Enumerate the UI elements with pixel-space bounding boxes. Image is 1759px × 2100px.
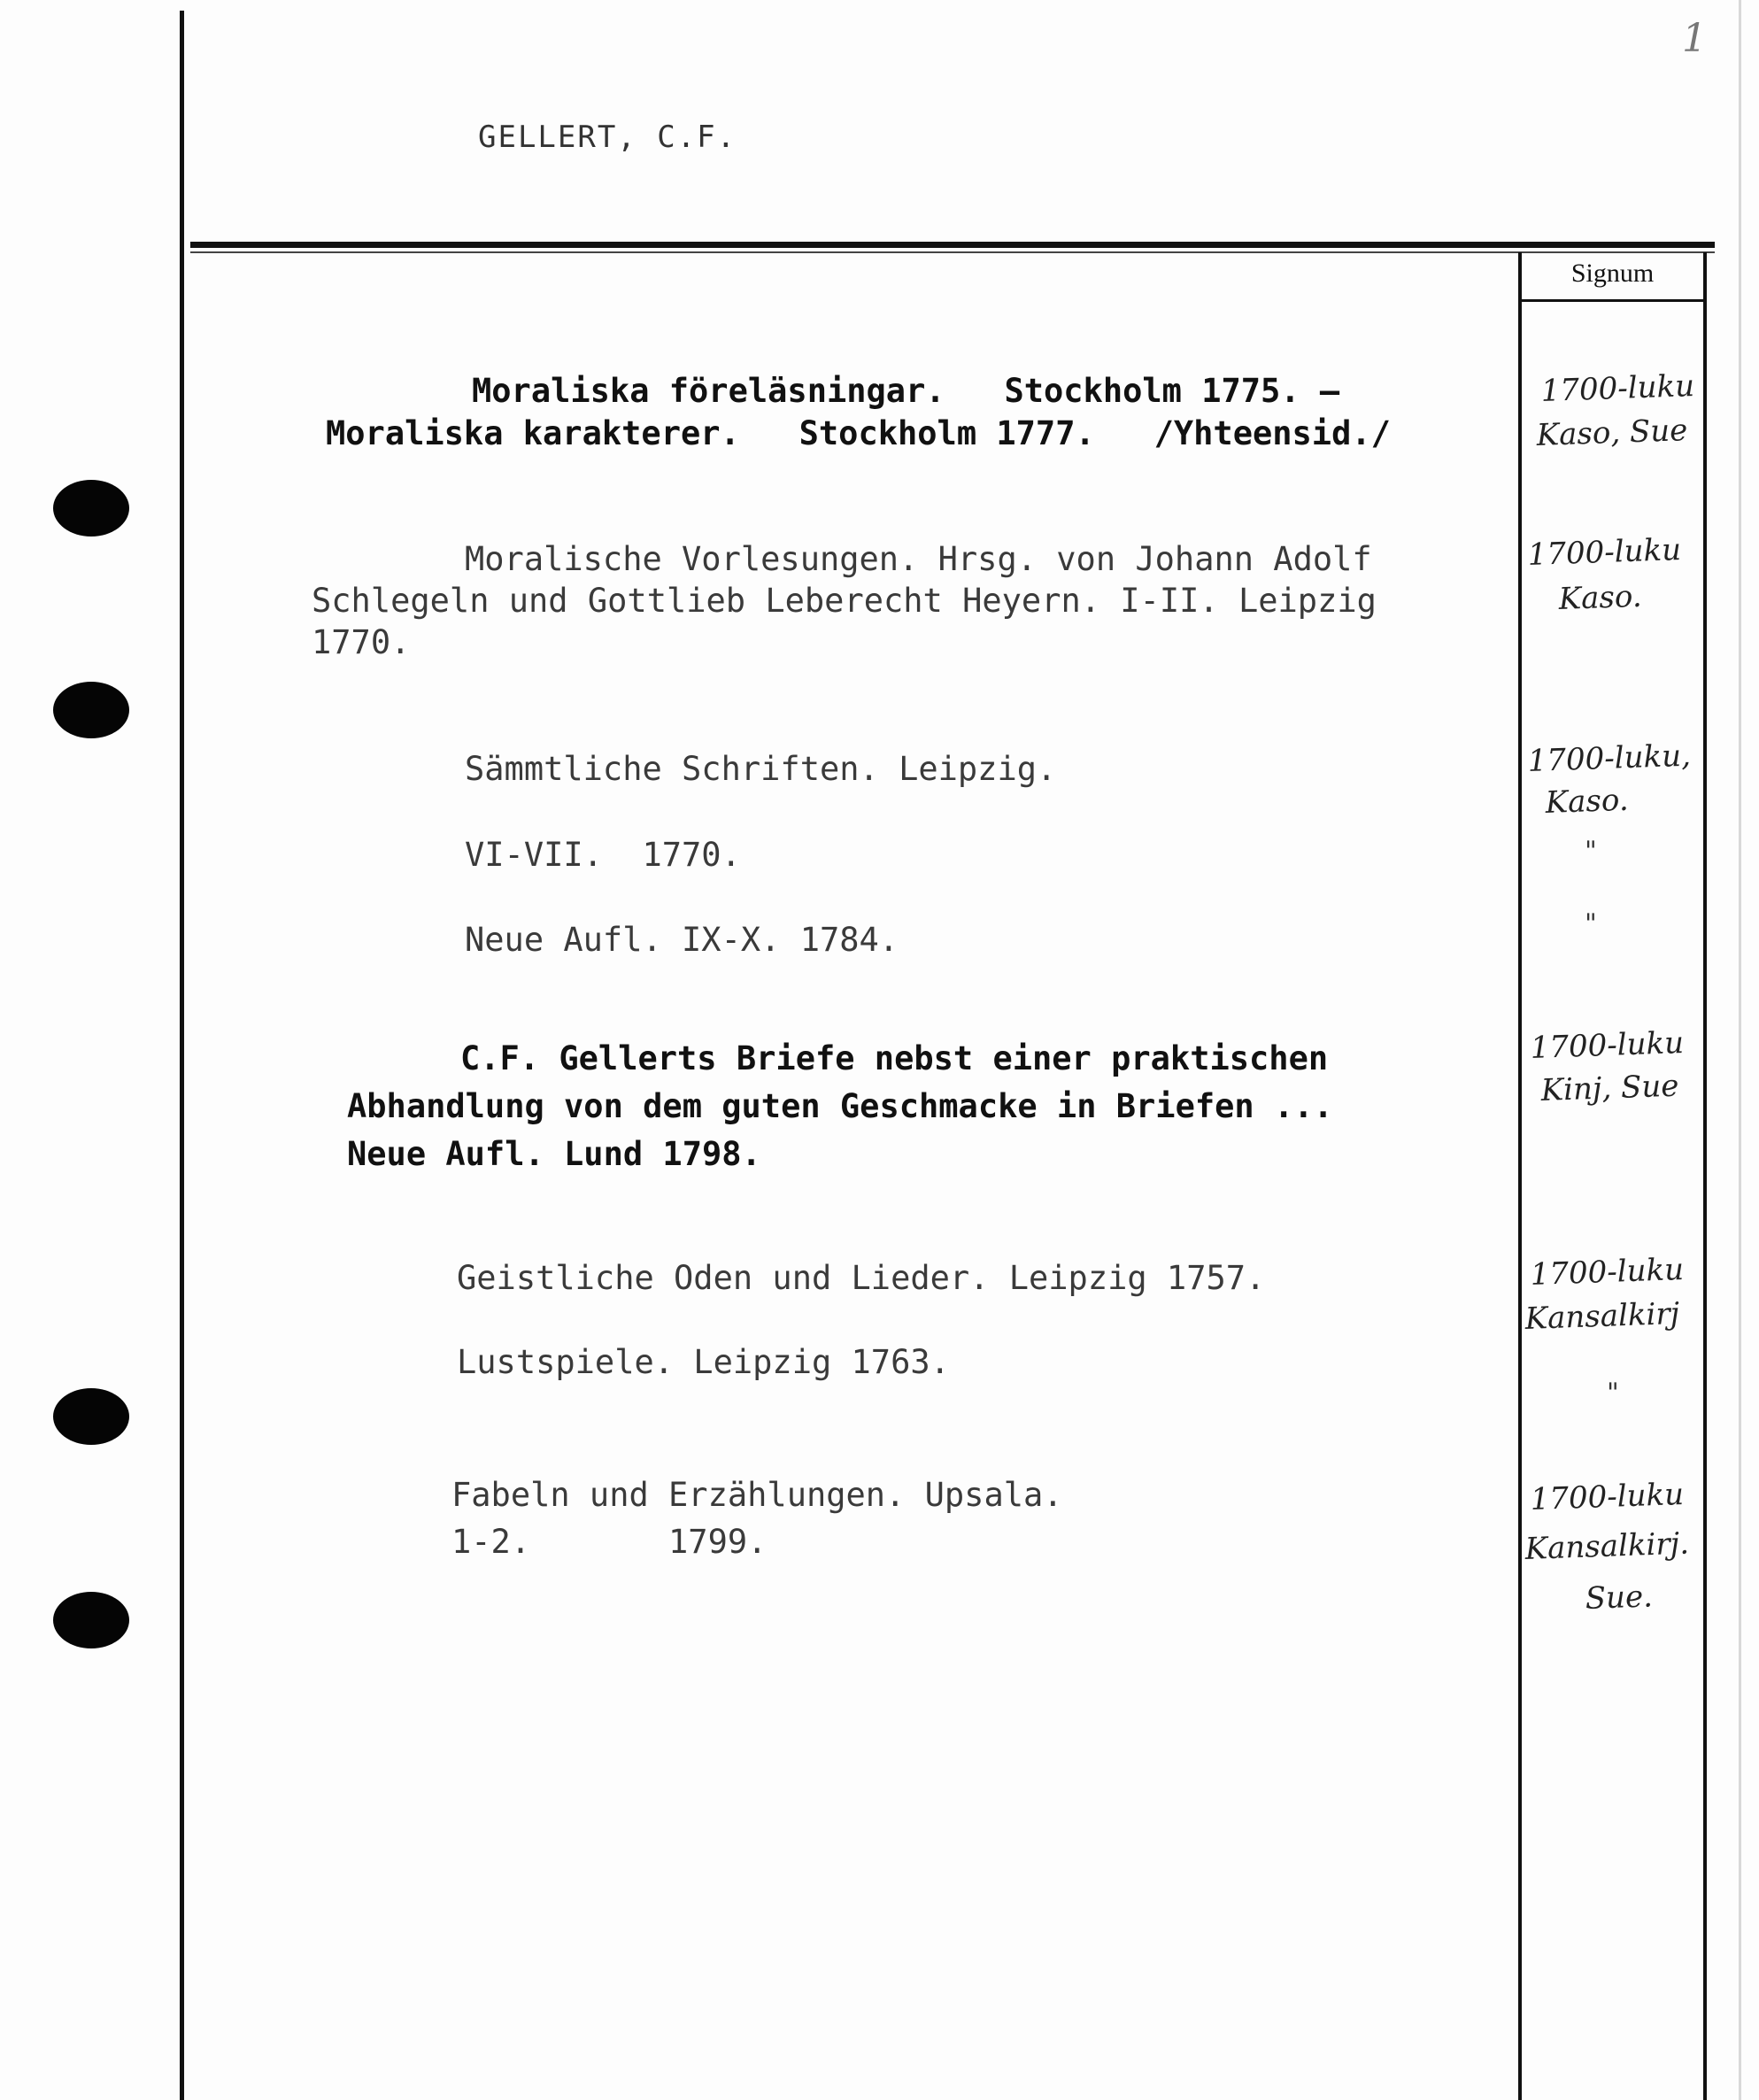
entry-line: Sämmtliche Schriften. Leipzig. <box>465 750 1057 788</box>
signum-column-right-rule <box>1703 252 1707 2100</box>
signum-note: 1700-luku, <box>1527 737 1692 779</box>
entry-line: Fabeln und Erzählungen. Upsala. <box>451 1476 1063 1514</box>
punch-hole <box>53 1592 129 1648</box>
entry-line: Moralische Vorlesungen. Hrsg. von Johann Adolf <box>465 540 1372 578</box>
entry-line: Neue Aufl. IX-X. 1784. <box>465 921 899 959</box>
entry-line: Abhandlung von dem guten Geschmacke in Briefen ... <box>347 1087 1333 1125</box>
entry-line: Lustspiele. Leipzig 1763. <box>457 1343 950 1381</box>
punch-hole <box>53 1388 129 1445</box>
punch-hole <box>53 480 129 537</box>
author-heading: GELLERT, C.F. <box>478 120 737 155</box>
ditto-mark: " <box>1585 908 1597 939</box>
signum-note: 1700-luku <box>1530 1476 1685 1517</box>
right-card-edge <box>1739 0 1741 2100</box>
signum-column-left-rule <box>1518 252 1522 2100</box>
signum-rule <box>1522 299 1703 302</box>
ditto-mark: " <box>1585 836 1597 867</box>
signum-note: 1700-luku <box>1540 367 1695 409</box>
signum-label: Signum <box>1570 259 1655 288</box>
signum-note: Kansalkirj. <box>1524 1525 1690 1567</box>
punch-hole <box>53 682 129 738</box>
entry-line: Moraliska karakterer. Stockholm 1777. /Yhteensid./ <box>326 414 1391 452</box>
signum-note: 1700-luku <box>1527 531 1682 573</box>
signum-note: Kaso, Sue <box>1536 413 1688 453</box>
page-number: 1 <box>1682 16 1707 61</box>
header-rule-thin <box>190 251 1715 253</box>
signum-note: Kinj, Sue <box>1540 1068 1680 1108</box>
entry-line: C.F. Gellerts Briefe nebst einer praktischen <box>460 1039 1329 1077</box>
signum-note: Kaso. <box>1558 578 1643 617</box>
signum-note: Kansalkirj <box>1524 1295 1680 1337</box>
signum-note: Kaso. <box>1545 782 1630 821</box>
entry-line: 1-2. 1799. <box>451 1523 768 1561</box>
entry-line: Moraliska föreläsningar. Stockholm 1775. – <box>472 372 1340 410</box>
entry-line: Schlegeln und Gottlieb Leberecht Heyern. I-II. Leipzig <box>312 582 1377 620</box>
entry-line: Geistliche Oden und Lieder. Leipzig 1757. <box>457 1259 1266 1297</box>
entry-line: 1770. <box>312 623 411 661</box>
entry-line: Neue Aufl. Lund 1798. <box>347 1135 761 1173</box>
signum-note: 1700-luku <box>1530 1024 1685 1066</box>
left-margin-rule <box>180 11 184 2100</box>
signum-note: Sue. <box>1585 1579 1654 1617</box>
ditto-mark: " <box>1607 1378 1619 1409</box>
entry-line: VI-VII. 1770. <box>465 836 741 874</box>
signum-note: 1700-luku <box>1530 1251 1685 1293</box>
header-rule <box>190 242 1715 248</box>
